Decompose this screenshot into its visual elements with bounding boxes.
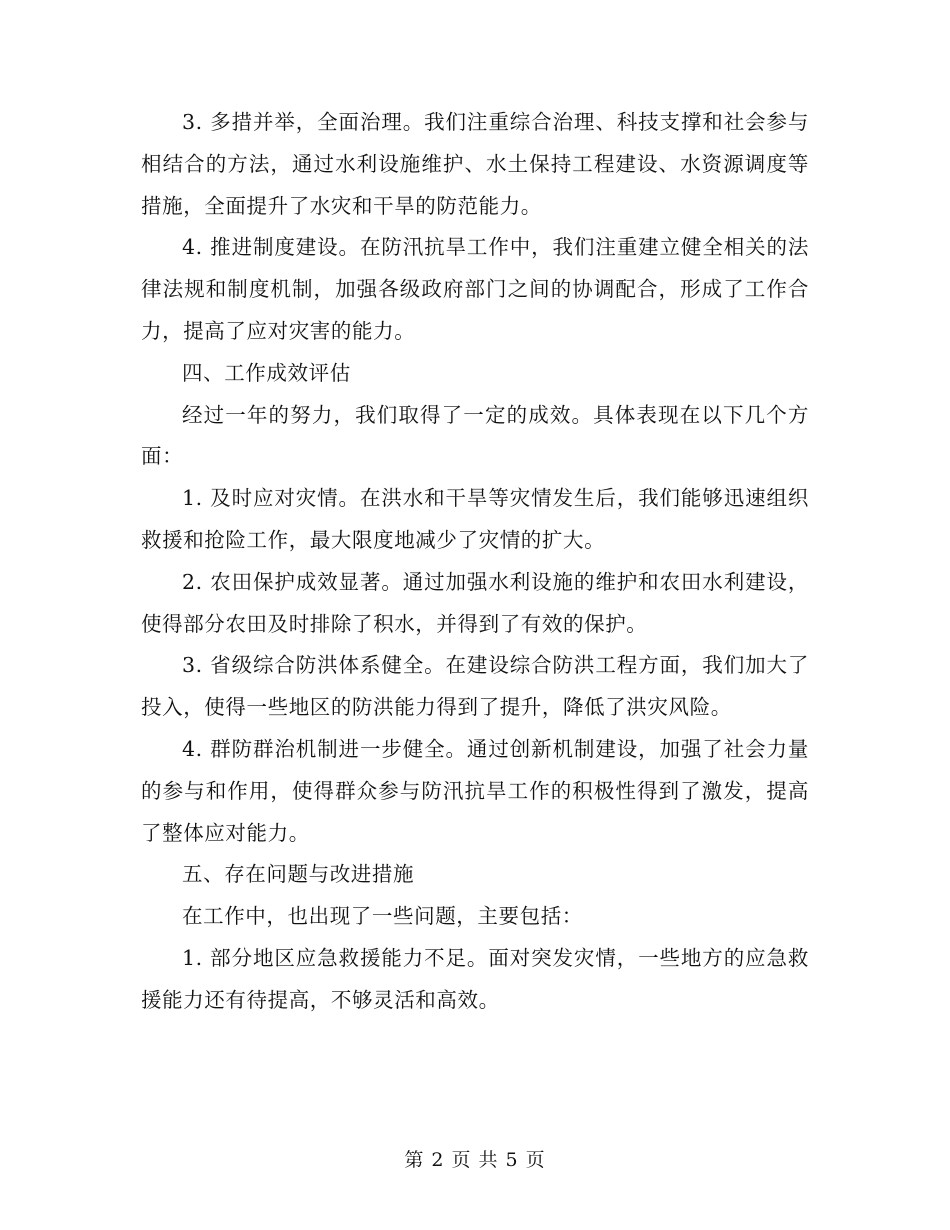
paragraph-result-3: 3. 省级综合防洪体系健全。在建设综合防洪工程方面，我们加大了投入，使得一些地区的防洪能力得到了提升，降低了洪灾风险。	[141, 653, 809, 720]
paragraph-problem-1: 1. 部分地区应急救援能力不足。面对突发灾情，一些地方的应急救援能力还有待提高，不够灵活和高效。	[141, 945, 809, 1012]
paragraph-measure-4: 4. 推进制度建设。在防汛抗旱工作中，我们注重建立健全相关的法律法规和制度机制，加强各级政府部门之间的协调配合，形成了工作合力，提高了应对灾害的能力。	[141, 235, 809, 343]
paragraph-problems-intro: 在工作中，也出现了一些问题，主要包括：	[182, 904, 583, 929]
paragraph-result-2: 2. 农田保护成效显著。通过加强水利设施的维护和农田水利建设，使得部分农田及时排除了积水，并得到了有效的保护。	[141, 569, 809, 636]
section-heading-problems: 五、存在问题与改进措施	[182, 862, 415, 887]
page-footer: 第 2 页 共 5 页	[404, 1149, 546, 1171]
paragraph-evaluation-intro: 经过一年的努力，我们取得了一定的成效。具体表现在以下几个方面：	[141, 402, 809, 469]
section-heading-evaluation: 四、工作成效评估	[182, 360, 351, 385]
document-body	[141, 102, 809, 1022]
paragraph-result-1: 1. 及时应对灾情。在洪水和干旱等灾情发生后，我们能够迅速组织救援和抢险工作，最大限度地减少了灾情的扩大。	[141, 486, 809, 552]
paragraph-result-4: 4. 群防群治机制进一步健全。通过创新机制建设，加强了社会力量的参与和作用，使得群众参与防汛抗旱工作的积极性得到了激发，提高了整体应对能力。	[141, 736, 809, 845]
paragraph-measure-3: 3. 多措并举，全面治理。我们注重综合治理、科技支撑和社会参与相结合的方法，通过水利设施维护、水土保持工程建设、水资源调度等措施，全面提升了水灾和干旱的防范能力。	[141, 110, 809, 218]
